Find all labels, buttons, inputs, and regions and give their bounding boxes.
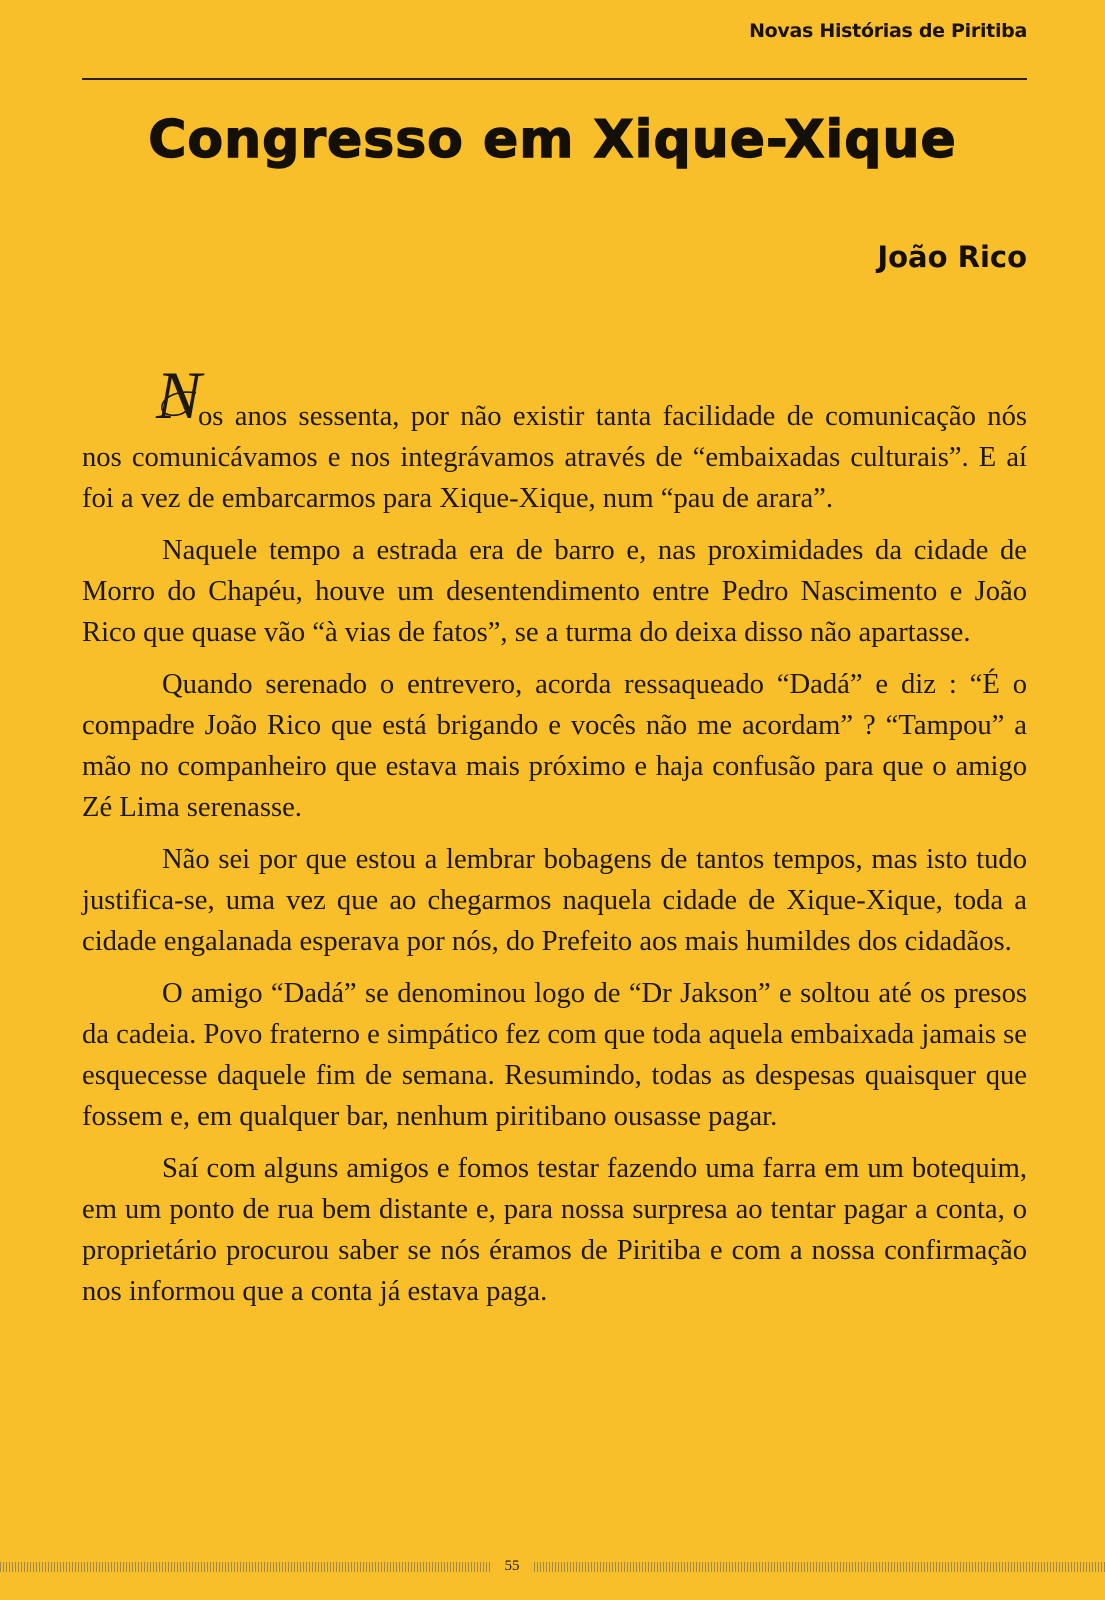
dropcap-container	[82, 357, 202, 433]
header-rule	[82, 78, 1027, 80]
paragraph-5: O amigo “Dadá” se denominou logo de “Dr Jakson” e soltou até os presos da cadeia. Povo fraterno e simpático fez com que toda aquela embaixada jamais se esquecesse daquele fim de semana. Resumindo, todas as despesas quaisquer que fossem e, em qualquer bar, nenhum piritibano ousasse pagar.	[82, 978, 1027, 1132]
paragraph-3: Quando serenado o entrevero, acorda ressaqueado “Dadá” e diz : “É o compadre João Rico que está brigando e vocês não me acordam” ? “Tampou” a mão no companheiro que estava mais próximo e haja confusão para que o amigo Zé Lima serenasse.	[82, 669, 1027, 823]
paragraph-1-text: os anos sessenta, por não existir tanta facilidade de comunicação nós nos comunicávamos e nos integrávamos através de “embaixadas culturais”. E aí foi a vez de embarcarmos para Xique-Xique, num “pau de arara”.	[82, 401, 1027, 514]
paragraph-6: Saí com alguns amigos e fomos testar fazendo uma farra em um botequim, em um ponto de rua bem distante e, para nossa surpresa ao tentar pagar a conta, o proprietário procurou saber se nós éramos de Piritiba e com a nossa confirmação nos informou que a conta já estava paga.	[82, 1153, 1027, 1307]
article-author: João Rico	[877, 240, 1027, 274]
article-body	[82, 357, 1027, 1323]
dropcap-letter: N	[156, 357, 202, 433]
paragraph-2: Naquele tempo a estrada era de barro e, nas proximidades da cidade de Morro do Chapéu, houve um desentendimento entre Pedro Nascimento e João Rico que quase vão “à vias de fatos”, se a turma do deixa disso não apartasse.	[82, 535, 1027, 648]
paragraph-1	[82, 357, 1027, 519]
paragraph-4: Não sei por que estou a lembrar bobagens de tantos tempos, mas isto tudo justifica-se, uma vez que ao chegarmos naquela cidade de Xique-Xique, toda a cidade engalanada esperava por nós, do Prefeito aos mais humildes dos cidadãos.	[82, 844, 1027, 957]
article-title: Congresso em Xique-Xique	[148, 110, 957, 170]
footer-band	[0, 1562, 1105, 1572]
page-number: 55	[490, 1555, 534, 1577]
running-header: Novas Histórias de Piritiba	[749, 20, 1027, 42]
